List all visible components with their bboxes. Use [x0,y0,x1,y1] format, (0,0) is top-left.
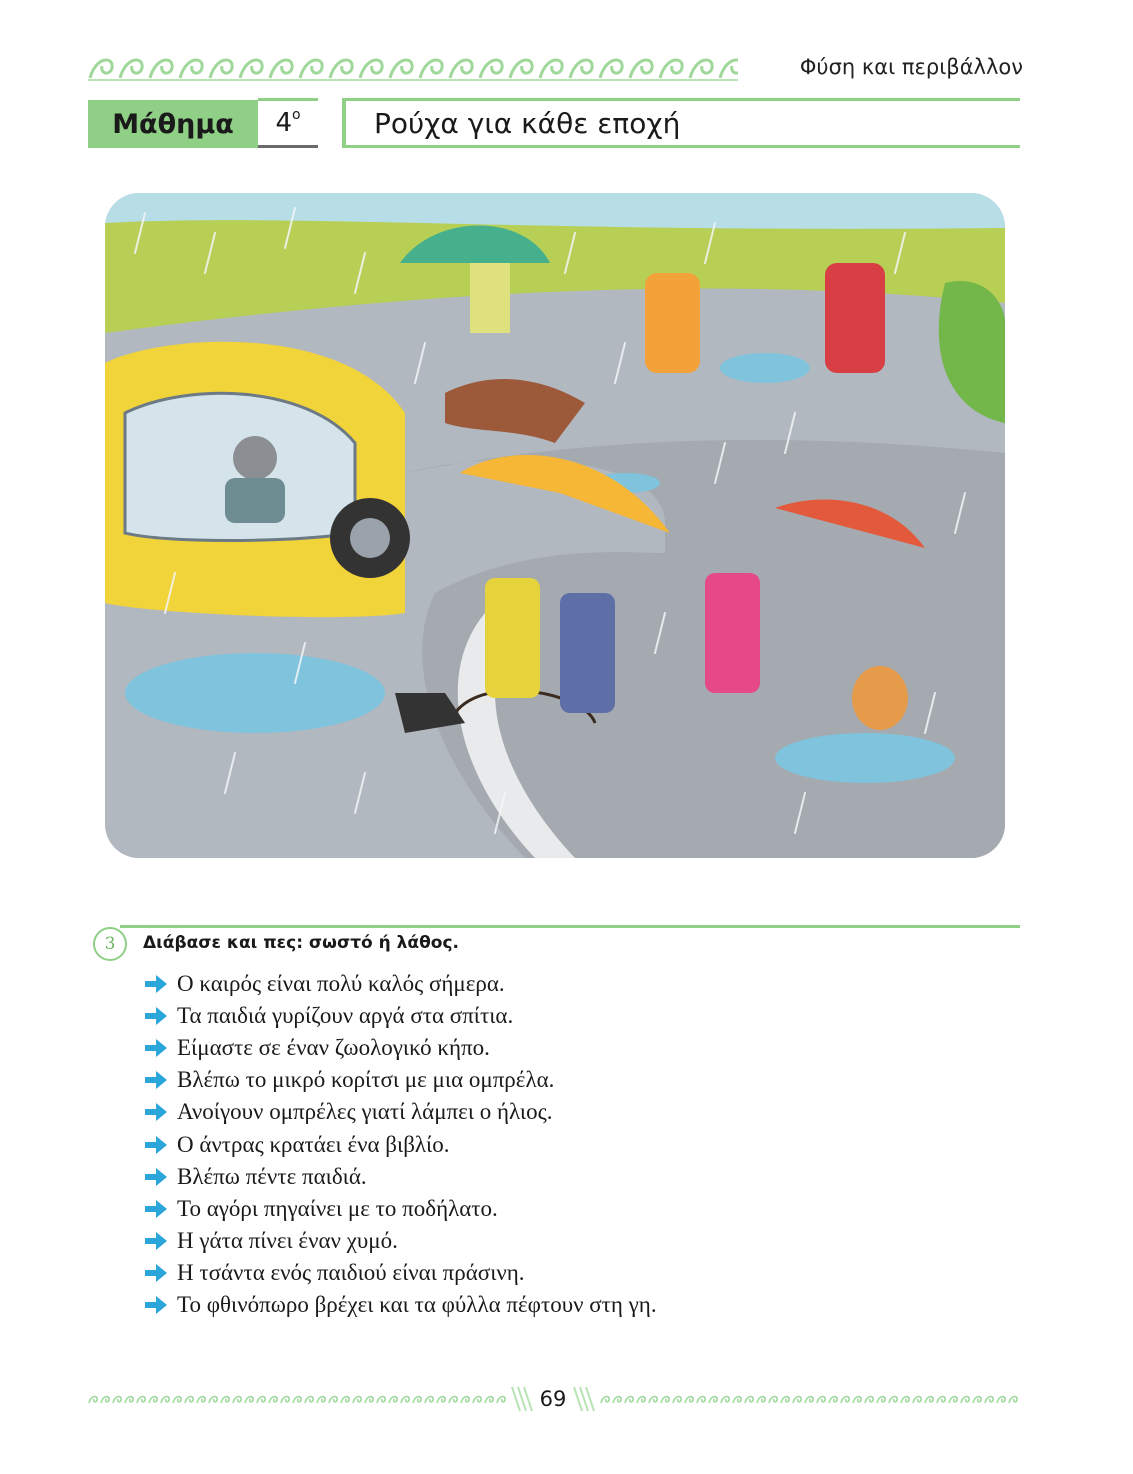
footer-wave-left [88,1393,508,1405]
statement-text: Ο καιρός είναι πολύ καλός σήμερα. [177,971,505,997]
statement-text: Η τσάντα ενός παιδιού είναι πράσινη. [177,1259,525,1285]
footer-wave-right [600,1393,1020,1405]
list-item [145,968,657,1000]
statement-text: Ανοίγουν ομπρέλες γιατί λάμπει ο ήλιος. [177,1099,553,1125]
statement-text: Το φθινόπωρο βρέχει και τα φύλλα πέφτουν στη γη. [177,1291,657,1317]
arrow-right-icon [145,1136,167,1154]
list-item [145,1128,657,1160]
page-footer [88,1385,1020,1415]
lesson-number [258,98,318,148]
arrow-right-icon [145,1168,167,1186]
title-separator [318,100,342,148]
arrow-right-icon [145,1296,167,1314]
arrow-right-icon [145,975,167,993]
statement-text: Βλέπω το μικρό κορίτσι με μια ομπρέλα. [177,1067,555,1093]
lesson-label: Μάθημα [88,100,258,148]
list-item [145,1289,657,1321]
lesson-title: Ρούχα για κάθε εποχή [342,98,1020,148]
statement-text: Το αγόρι πηγαίνει με το ποδήλατο. [177,1195,498,1221]
list-item [145,1257,657,1289]
task-instruction: Διάβασε και πες: σωστό ή λάθος. [143,933,459,953]
puddle [125,653,385,733]
child-yellow-raincoat [485,578,540,698]
list-item [145,1064,657,1096]
arrow-right-icon [145,1103,167,1121]
decorative-wave-band [88,52,738,82]
statement-text: Βλέπω πέντε παιδιά. [177,1163,367,1189]
cat-icon [852,666,908,730]
statement-text: Τα παιδιά γυρίζουν αργά στα σπίτια. [177,1003,514,1029]
arrow-right-icon [145,1071,167,1089]
rainy-street-illustration [105,193,1005,858]
boy-green-cap [645,273,700,373]
child-purple-hoodie [560,593,615,713]
page-number-text: 69 [539,1387,567,1411]
statement-text: Η γάτα πίνει έναν χυμό. [177,1227,398,1253]
lesson-number-suffix: ο [291,107,301,123]
statement-list [145,968,657,1321]
list-item [145,1000,657,1032]
list-item [145,1032,657,1064]
lesson-number-value: 4 [275,108,292,138]
statement-text: Είμαστε σε έναν ζωολογικό κήπο. [177,1035,490,1061]
arrow-right-icon [145,1007,167,1025]
girl-blue-backpack [705,573,760,693]
arrow-right-icon [145,1200,167,1218]
list-item [145,1096,657,1128]
list-item [145,1161,657,1193]
statement-text: Ο άντρας κρατάει ένα βιβλίο. [177,1131,450,1157]
arrow-right-icon [145,1264,167,1282]
list-item [145,1225,657,1257]
lesson-title-bar [88,98,1020,150]
arrow-right-icon [145,1232,167,1250]
girl-red-jacket [825,263,885,373]
page-number [508,1385,598,1413]
section-name: Φύση και περιβάλλον [799,55,1023,79]
task-number-badge: 3 [93,927,127,961]
list-item [145,1193,657,1225]
arrow-right-icon [145,1039,167,1057]
task-divider [120,925,1020,928]
